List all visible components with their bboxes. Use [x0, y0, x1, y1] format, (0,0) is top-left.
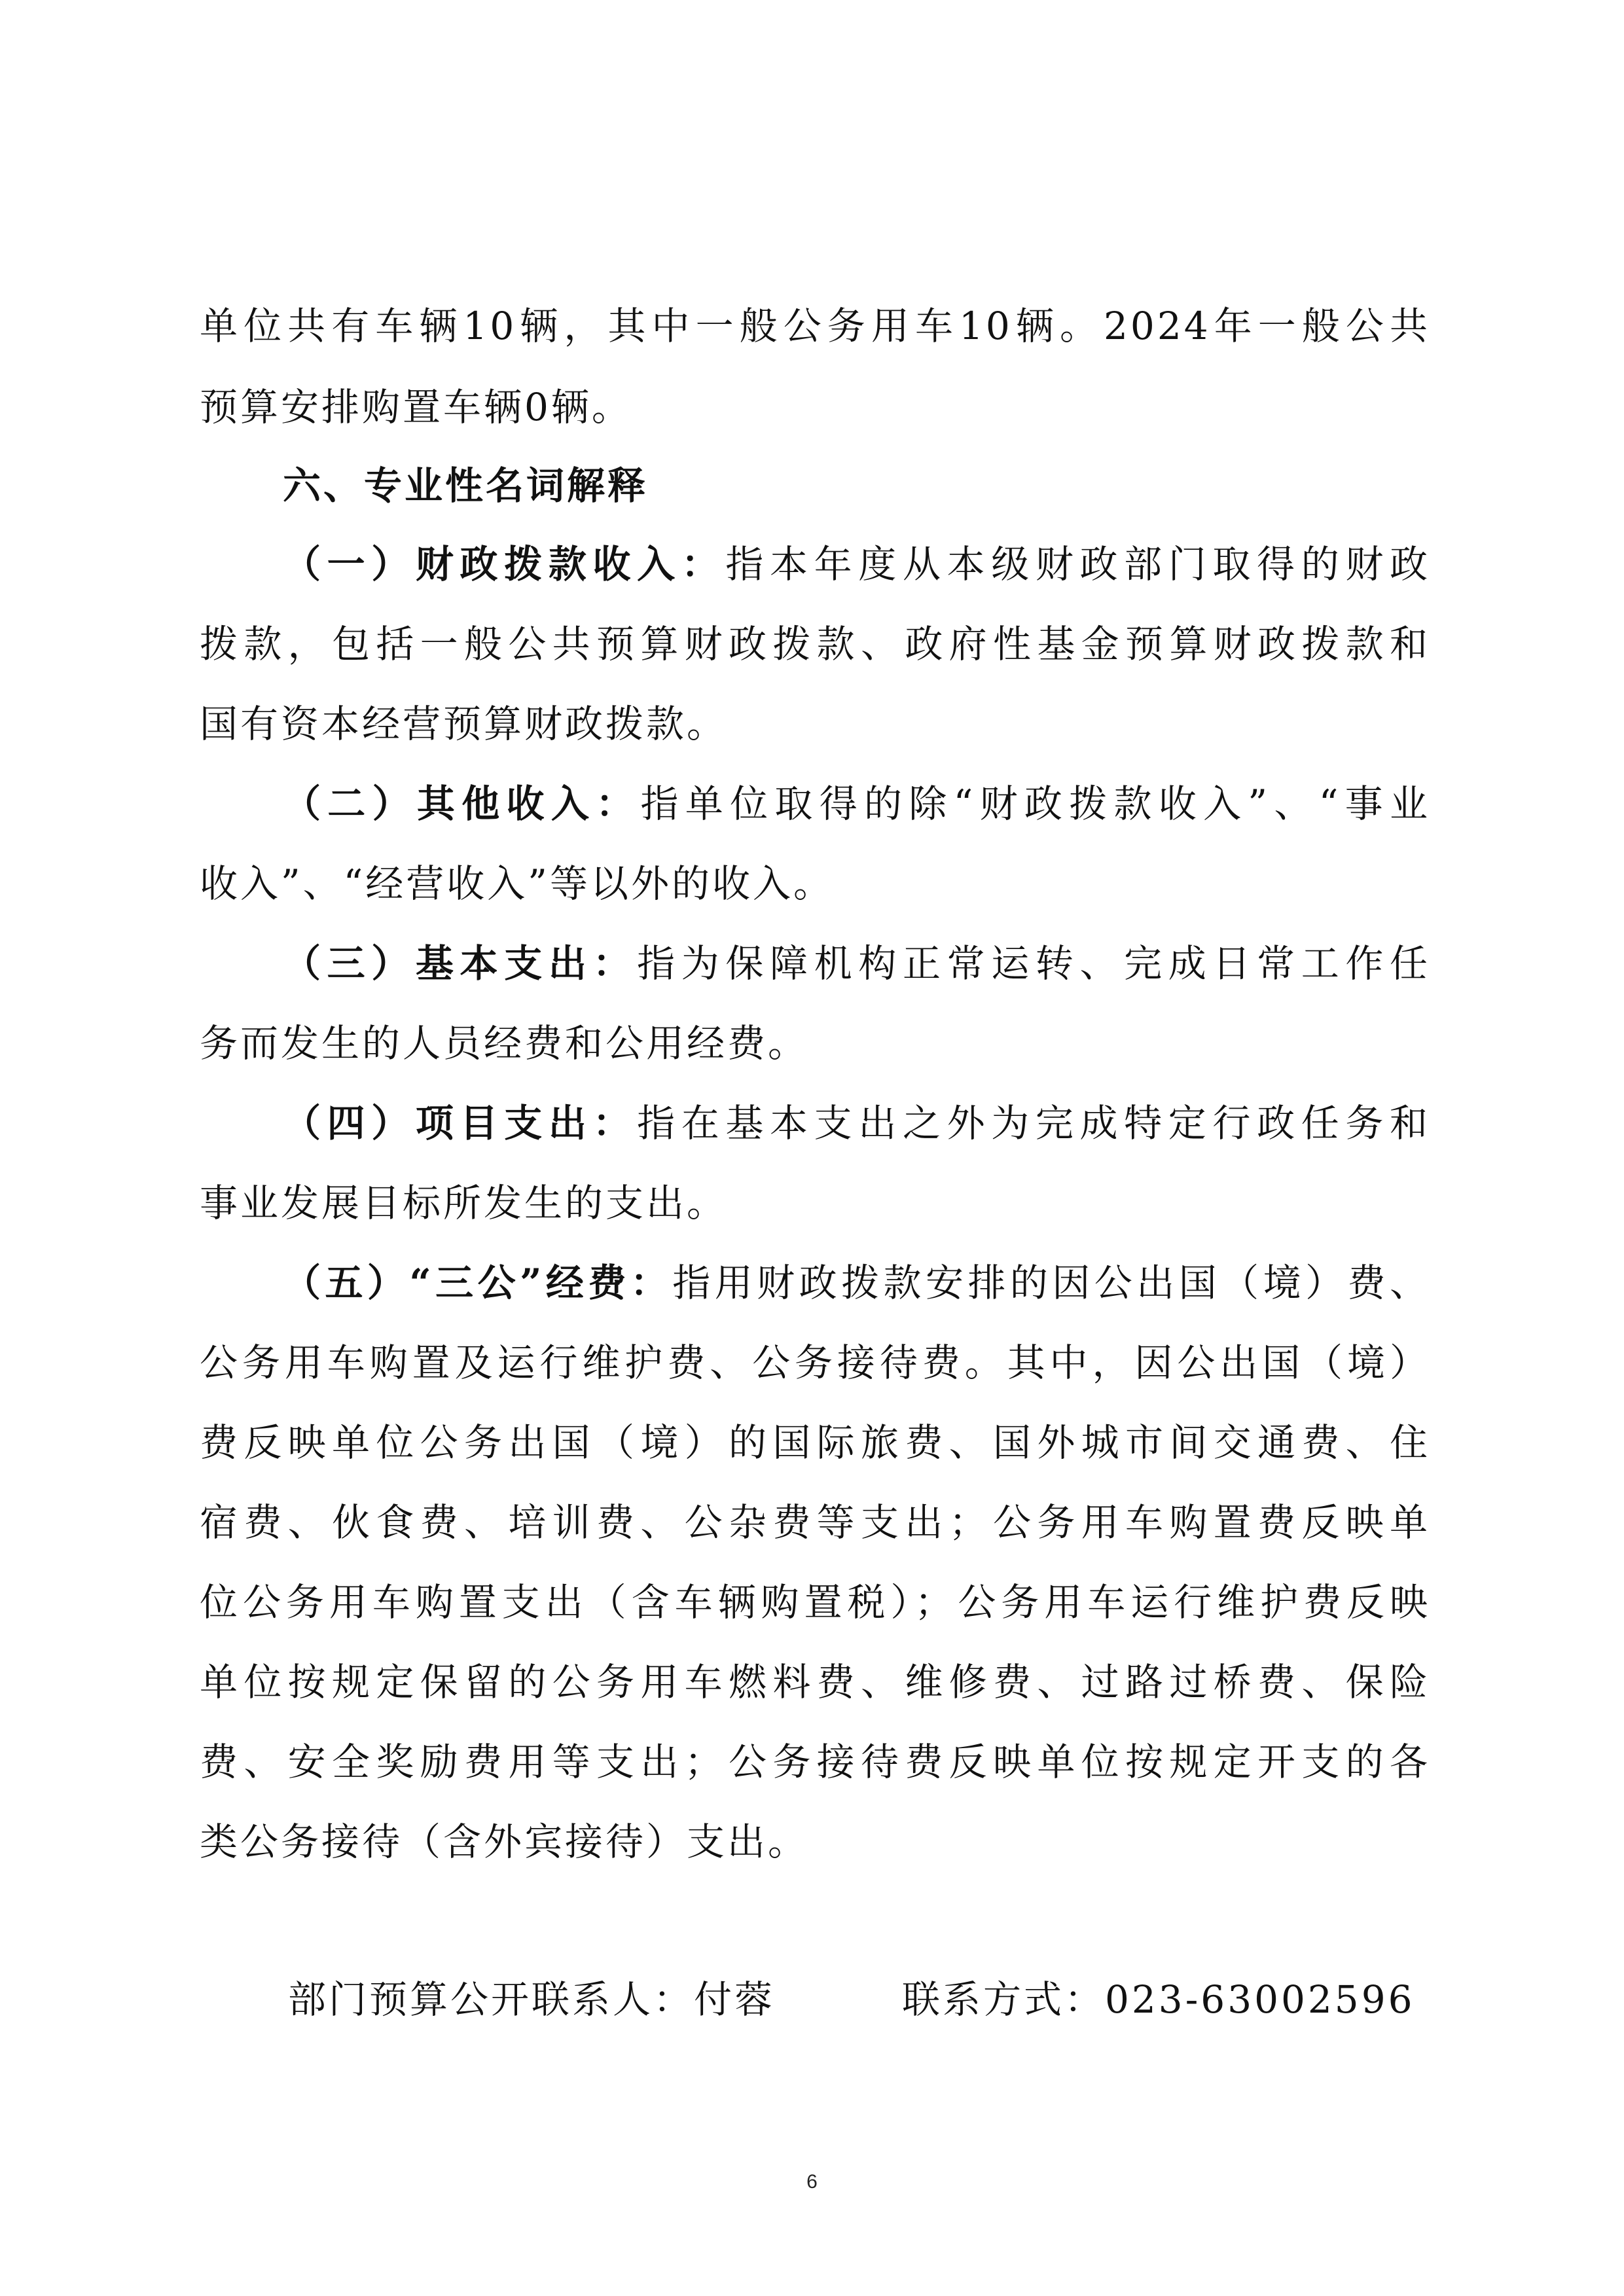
definition-4-term: （四）项目支出： [283, 1101, 638, 1145]
contact-person: 部门预算公开联系人：付蓉 [288, 1977, 776, 2022]
definition-5-text: 指用财政拨款安排的因公出国（境）费、 [672, 1261, 1430, 1305]
definition-5-line-4: 宿费、伙食费、培训费、公杂费等支出；公务用车购置费反映单 [200, 1500, 1430, 1545]
definition-3-text: 指为保障机构正常运转、完成日常工作任 [637, 941, 1430, 986]
contact-phone: 联系方式：023-63002596 [902, 1977, 1415, 2022]
definition-4-line-2: 事业发展目标所发生的支出。 [200, 1181, 728, 1225]
definition-2-line-2: 收入”、“经营收入”等以外的收入。 [200, 861, 834, 906]
definition-2-first-line [283, 778, 1430, 830]
definition-3-first-line [283, 937, 1430, 990]
definition-5-line-6: 单位按规定保留的公务用车燃料费、维修费、过路过桥费、保险 [200, 1660, 1430, 1704]
definition-2-term: （二）其他收入： [283, 781, 641, 826]
definition-1-term: （一）财政拨款收入： [283, 542, 726, 586]
definition-5-line-2: 公务用车购置及运行维护费、公务接待费。其中，因公出国（境） [200, 1340, 1430, 1385]
definition-1-first-line [283, 538, 1430, 590]
definition-1-text: 指本年度从本级财政部门取得的财政 [725, 542, 1430, 586]
section-heading: 六、专业性名词解释 [283, 463, 649, 508]
definition-1-line-3: 国有资本经营预算财政拨款。 [200, 702, 728, 746]
page-number: 6 [806, 2171, 818, 2193]
definition-4-first-line [283, 1097, 1430, 1149]
definition-5-line-7: 费、安全奖励费用等支出；公务接待费反映单位按规定开支的各 [200, 1740, 1430, 1784]
definition-2-text: 指单位取得的除“财政拨款收入”、“事业 [640, 781, 1430, 826]
definition-5-term: （五）“三公”经费： [283, 1261, 673, 1305]
definition-4-text: 指在基本支出之外为完成特定行政任务和 [637, 1101, 1430, 1145]
definition-5-first-line [283, 1257, 1430, 1309]
definition-1-line-2: 拨款，包括一般公共预算财政拨款、政府性基金预算财政拨款和 [200, 622, 1430, 666]
definition-5-line-8: 类公务接待（含外宾接待）支出。 [200, 1820, 809, 1864]
intro-line-1: 单位共有车辆10辆，其中一般公务用车10辆。2024年一般公共 [200, 304, 1430, 348]
definition-3-line-2: 务而发生的人员经费和公用经费。 [200, 1021, 809, 1066]
intro-line-2: 预算安排购置车辆0辆。 [200, 385, 632, 429]
definition-5-line-5: 位公务用车购置支出（含车辆购置税）；公务用车运行维护费反映 [200, 1580, 1430, 1624]
definition-3-term: （三）基本支出： [283, 941, 638, 986]
definition-5-line-3: 费反映单位公务出国（境）的国际旅费、国外城市间交通费、住 [200, 1420, 1430, 1465]
